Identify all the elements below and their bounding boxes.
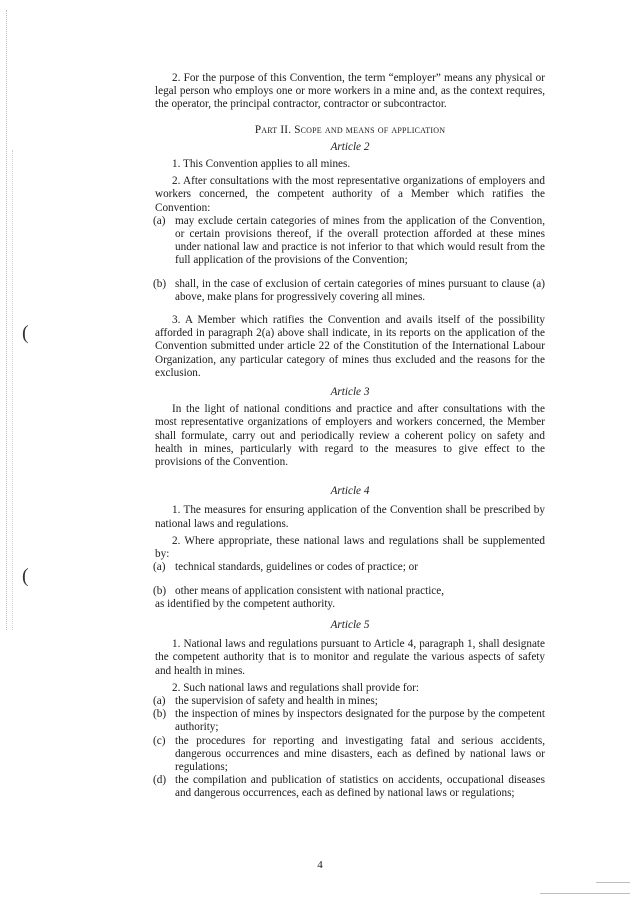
paragraph: 1. The measures for ensuring application of the Convention shall be prescribed by national laws and regulations. (155, 504, 545, 530)
page-number: 4 (317, 859, 323, 871)
list-item-text: shall, in the case of exclusion of certain categories of mines pursuant to clause (a) above, make plans for progressively covering all mines. (175, 277, 545, 303)
list-item-text: other means of application consistent with national practice, (175, 584, 445, 597)
paragraph: 2. Where appropriate, these national laws and regulations shall be supplemented by: (155, 534, 545, 561)
corner-rule (540, 893, 630, 894)
margin-bracket-mark: ( (22, 565, 29, 587)
list-item (155, 215, 545, 268)
article-heading: Article 2 (330, 140, 370, 153)
list-item-text: the procedures for reporting and investigating fatal and serious accidents, dangerous occurrences and mine disasters, each as defined by national laws or regulations; (175, 734, 545, 773)
list-item-label: (b) (153, 584, 167, 597)
document-body (155, 72, 545, 801)
paragraph: 2. For the purpose of this Convention, the term “employer” means any physical or legal person who employs one or more workers in a mine and, as the context requires, the operator, the principal contractor, contractor or subcontractor. (155, 72, 545, 111)
list-item (155, 585, 545, 598)
paragraph: as identified by the competent authority. (155, 597, 336, 610)
list-item-label: (b) (153, 277, 167, 290)
list-item-text: the supervision of safety and health in mines; (175, 694, 378, 707)
article-heading: Article 4 (330, 485, 370, 498)
scan-margin-mark (6, 10, 8, 630)
list-item (155, 708, 545, 734)
list-item (155, 278, 545, 304)
list-item (155, 735, 545, 775)
paragraph: 2. After consultations with the most representative organizations of employers and workers concerned, the competent authority of a Member which ratifies the Convention: (155, 175, 545, 214)
list-item-label: (d) (153, 774, 167, 787)
list-item (155, 695, 545, 708)
part-heading: Part II. Scope and means of application (254, 123, 446, 136)
list-item-label: (a) (153, 561, 166, 574)
list-item-label: (b) (153, 708, 167, 721)
paragraph: 1. This Convention applies to all mines. (172, 158, 351, 171)
list-item (155, 774, 545, 800)
list-item-label: (a) (153, 214, 166, 227)
paragraph: 2. Such national laws and regulations shall provide for: (172, 681, 420, 694)
paragraph: In the light of national conditions and practice and after consultations with the most representative organizations of employers and workers concerned, the Member shall formulate, carry out and periodically review a coherent policy on safety and health in mines, particularly with regard to the measures to give effect to the provisions of the Convention. (155, 403, 545, 469)
list-item-label: (a) (153, 694, 166, 707)
corner-rule (596, 882, 630, 883)
list-item-text: technical standards, guidelines or codes of practice; or (175, 561, 418, 574)
margin-bracket-mark: ( (22, 322, 29, 344)
scan-margin-mark (12, 150, 14, 630)
paragraph: 1. National laws and regulations pursuant to Article 4, paragraph 1, shall designate the competent authority that is to monitor and regulate the various aspects of safety and health in mines. (155, 638, 545, 677)
paragraph: 3. A Member which ratifies the Convention and avails itself of the possibility afforded in paragraph 2(a) above shall indicate, in its reports on the application of the Convention submitted under article 22 of the Constitution of the International Labour Organization, any particular category of mines thus excluded and the reasons for the exclusion. (155, 314, 545, 379)
list-item-text: may exclude certain categories of mines from the application of the Convention, or certain provisions thereof, if the overall protection afforded at these mines under national law and practice is not inferior to that which would result from the full application of the provisions of the Convention; (175, 214, 545, 267)
article-heading: Article 3 (330, 386, 370, 399)
list-item (155, 561, 545, 574)
list-item-text: the inspection of mines by inspectors designated for the purpose by the competent authority; (175, 708, 545, 734)
article-heading: Article 5 (330, 618, 370, 631)
list-item-text: the compilation and publication of statistics on accidents, occupational diseases and dangerous occurrences, each as defined by national laws or regulations; (175, 774, 545, 800)
list-item-label: (c) (153, 734, 166, 747)
